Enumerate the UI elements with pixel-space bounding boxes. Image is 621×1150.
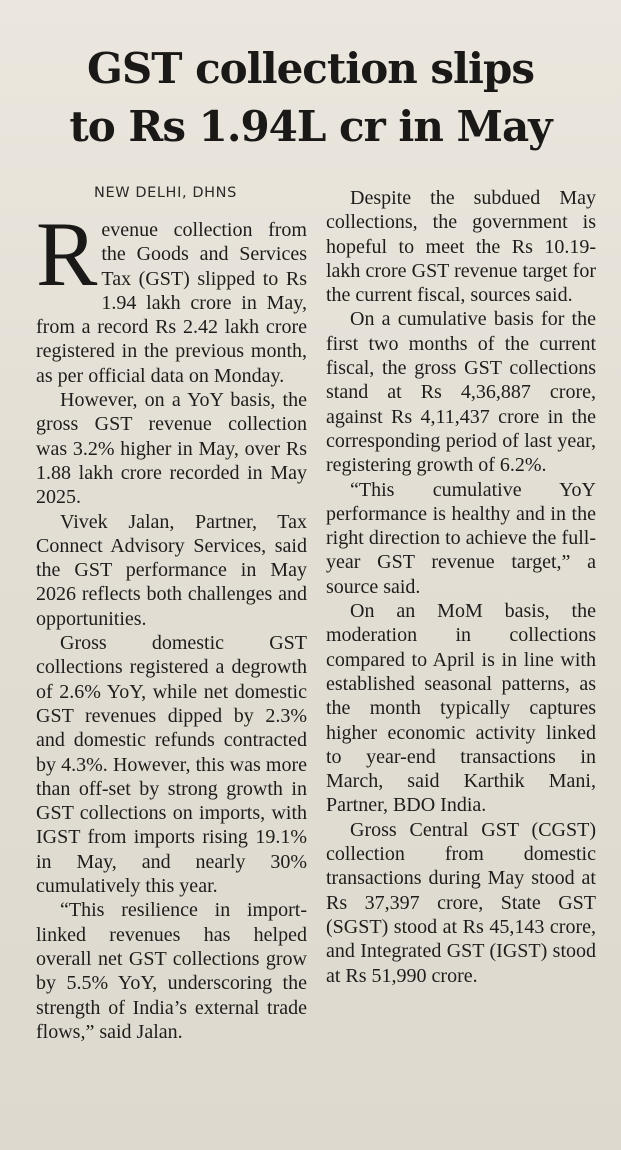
article-column-left [36,180,307,1044]
article-paragraph: Gross domestic GST collections registered a degrowth of 2.6% YoY, while net domestic GST revenues dipped by 2.3% and domestic refunds contracted by 4.3%. However, this was more than off-set by strong growth in GST collections on imports, with IGST from imports rising 19.1% in May, and nearly 30% cumulatively this year. [36,632,307,898]
article-paragraph: “This resilience in import-linked revenues has helped overall net GST collections grow by 5.5% YoY, underscoring the strength of India’s external trade flows,” said Jalan. [36,899,307,1043]
headline-line-1: GST collection slips [87,44,534,93]
article-paragraph: “This cumulative YoY performance is healthy and in the right direction to achieve the full-year GST revenue target,” a source said. [326,478,596,598]
article-paragraph: On a cumulative basis for the first two months of the current fiscal, the gross GST collections stand at Rs 4,36,887 crore, against Rs 4,11,437 crore in the corresponding period of last year, registering growth of 6.2%. [326,308,596,477]
article-paragraph: On an MoM basis, the moderation in collections compared to April is in line with established seasonal patterns, as the month typically captures higher economic activity linked to year-end transactions in March, said Karthik Mani, Partner, BDO India. [326,600,596,817]
drop-cap: R [36,203,98,305]
article-paragraph: Vivek Jalan, Partner, Tax Connect Advisory Services, said the GST performance in May 2026 reflects both challenges and opportunities. [36,510,307,630]
headline [0,40,621,156]
paragraph-text: evenue collection from the Goods and Services Tax (GST) slipped to Rs 1.94 lakh crore in May, from a record Rs 2.42 lakh crore registered in the previous month, as per official data on Monday. [36,219,307,387]
article-paragraph: Despite the subdued May collections, the government is hopeful to meet the Rs 10.19-lakh crore GST revenue target for the current fiscal, sources said. [326,187,596,307]
headline-line-2: to Rs 1.94L cr in May [69,102,552,151]
dateline: NEW DELHI, DHNS [94,185,237,201]
article-column-right [326,186,596,988]
article-paragraph [36,203,307,388]
article-paragraph: However, on a YoY basis, the gross GST revenue collection was 3.2% higher in May, over Rs 1.88 lakh crore recorded in May 2025. [36,389,307,509]
article-paragraph: Gross Central GST (CGST) collection from domestic transactions during May stood at Rs 37,397 crore, State GST (SGST) stood at Rs 45,143 crore, and Integrated GST (IGST) stood at Rs 51,990 crore. [326,818,596,987]
